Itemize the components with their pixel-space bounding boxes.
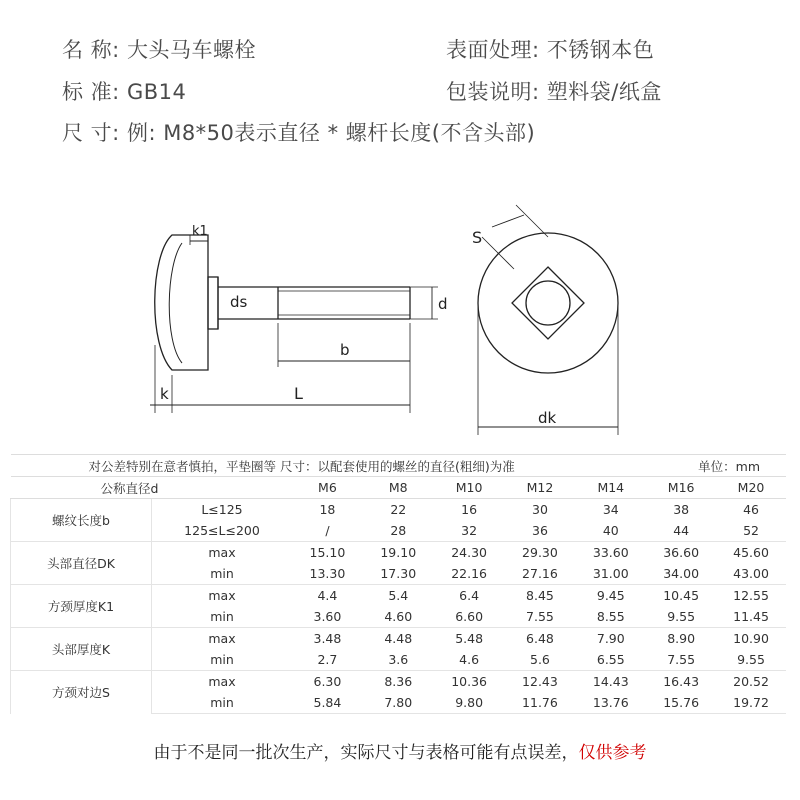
table-cell: 45.60 bbox=[716, 542, 786, 564]
table-cell: 16.43 bbox=[646, 671, 716, 693]
table-unit: 单位：mm bbox=[646, 455, 786, 477]
table-cell: 38 bbox=[646, 499, 716, 521]
table-cell: 19.10 bbox=[363, 542, 434, 564]
table-cell: 5.6 bbox=[530, 652, 550, 667]
table-sub-label: min bbox=[152, 692, 293, 714]
table-sub-label: max bbox=[152, 628, 293, 650]
table-cell: 10.36 bbox=[434, 671, 505, 693]
spec-size-value: 例: M8*50表示直径 * 螺杆长度(不含头部) bbox=[126, 121, 536, 145]
table-cell: 4.4 bbox=[292, 585, 363, 607]
table-sub-label: max bbox=[152, 671, 293, 693]
spec-name bbox=[62, 34, 256, 64]
table-cell: 40 bbox=[602, 523, 619, 538]
table-cell: 6.30 bbox=[292, 671, 363, 693]
table-cell: 36 bbox=[532, 523, 548, 538]
table-row bbox=[11, 542, 787, 564]
table-sub-label: min bbox=[210, 566, 234, 581]
dim-S-label: S bbox=[472, 228, 483, 247]
bolt-top-view bbox=[478, 205, 618, 435]
table-cell: 52 bbox=[743, 523, 759, 538]
table-cell: 3.6 bbox=[388, 652, 409, 667]
table-sub-label: min bbox=[210, 652, 234, 667]
table-cell: 22.16 bbox=[451, 566, 487, 581]
bolt-drawing bbox=[120, 195, 680, 455]
table-sub-label: max bbox=[152, 585, 293, 607]
table-cell: 22 bbox=[363, 499, 434, 521]
footer-text: 由于不是同一批次生产，实际尺寸与表格可能有点误差， bbox=[153, 743, 579, 763]
table-cell: 8.45 bbox=[505, 585, 576, 607]
table-group-label: 头部厚度K bbox=[11, 628, 152, 671]
table-cell: 6.60 bbox=[455, 609, 484, 624]
table-cell: 7.55 bbox=[667, 652, 696, 667]
table-sub-label: max bbox=[152, 542, 293, 564]
table-cell: 3.60 bbox=[313, 609, 342, 624]
table-cell: 29.30 bbox=[505, 542, 576, 564]
table-sub-label: min bbox=[210, 609, 234, 624]
table-cell: 5.84 bbox=[292, 692, 363, 714]
table-cell: 13.30 bbox=[309, 566, 346, 581]
table-cell: 46 bbox=[716, 499, 786, 521]
table-cell: 4.60 bbox=[384, 609, 413, 624]
table-cell: 8.36 bbox=[363, 671, 434, 693]
table-group-label: 头部直径DK bbox=[11, 542, 152, 585]
table-cell: 4.6 bbox=[459, 652, 480, 667]
table-row bbox=[11, 671, 787, 693]
spec-packaging bbox=[446, 76, 662, 106]
table-cell: 30 bbox=[505, 499, 576, 521]
table-cell: 20.52 bbox=[716, 671, 786, 693]
spec-size-key: 尺 寸: bbox=[62, 121, 120, 145]
table-cell: 10.90 bbox=[716, 628, 786, 650]
dim-k1-label: k1 bbox=[192, 224, 208, 239]
table-cell: 17.30 bbox=[380, 566, 417, 581]
table-header-label: 公称直径d bbox=[11, 477, 293, 499]
dimension-table bbox=[10, 454, 786, 714]
dim-L-label: L bbox=[294, 384, 303, 403]
spec-packaging-key: 包装说明: bbox=[446, 80, 540, 104]
table-cell: 10.45 bbox=[646, 585, 716, 607]
footer-note bbox=[0, 738, 800, 763]
table-row bbox=[11, 628, 787, 650]
table-cell: 9.55 bbox=[737, 652, 765, 667]
spec-standard bbox=[62, 76, 186, 106]
spec-size bbox=[62, 117, 535, 147]
table-cell: 14.43 bbox=[575, 671, 646, 693]
table-cell: 27.16 bbox=[522, 566, 558, 581]
table-cell: 4.48 bbox=[363, 628, 434, 650]
table-cell: 13.76 bbox=[575, 692, 646, 714]
spec-surface-key: 表面处理: bbox=[446, 38, 540, 62]
dim-ds-label: ds bbox=[230, 293, 248, 311]
table-cell: 19.72 bbox=[716, 692, 786, 714]
table-cell: 7.55 bbox=[526, 609, 554, 624]
table-cell: 28 bbox=[390, 523, 407, 538]
table-cell: 9.80 bbox=[434, 692, 505, 714]
table-cell: 7.90 bbox=[575, 628, 646, 650]
table-header-size: M10 bbox=[434, 477, 505, 499]
table-cell: 44 bbox=[673, 523, 690, 538]
table-cell: 15.76 bbox=[646, 692, 716, 714]
table-cell: 9.55 bbox=[667, 609, 696, 624]
table-header-size: M6 bbox=[292, 477, 363, 499]
spec-name-key: 名 称: bbox=[62, 38, 120, 62]
table-cell: 6.4 bbox=[434, 585, 505, 607]
dim-k-label: k bbox=[160, 385, 169, 403]
table-cell: 34.00 bbox=[663, 566, 700, 581]
table-row bbox=[11, 499, 787, 521]
table-cell: 2.7 bbox=[317, 652, 338, 667]
table-sub-label: L≤125 bbox=[152, 499, 293, 521]
footer-highlight: 仅供参考 bbox=[578, 743, 647, 763]
table-cell: 5.4 bbox=[363, 585, 434, 607]
table-cell: 11.45 bbox=[733, 609, 769, 624]
spec-standard-key: 标 准: bbox=[62, 80, 120, 104]
table-cell: 18 bbox=[292, 499, 363, 521]
table-header-size: M12 bbox=[505, 477, 576, 499]
table-cell: 9.45 bbox=[575, 585, 646, 607]
spec-packaging-value: 塑料袋/纸盒 bbox=[546, 80, 662, 104]
table-cell: 3.48 bbox=[292, 628, 363, 650]
dim-dk-label: dk bbox=[538, 409, 557, 427]
spec-surface bbox=[446, 34, 654, 64]
table-cell: 15.10 bbox=[292, 542, 363, 564]
table-cell: 16 bbox=[434, 499, 505, 521]
table-cell: 32 bbox=[461, 523, 478, 538]
table-group-label: 方颈对边S bbox=[11, 671, 152, 714]
table-cell: 12.43 bbox=[505, 671, 576, 693]
table-note-row bbox=[11, 455, 787, 477]
table-cell: 8.90 bbox=[646, 628, 716, 650]
table-cell: 12.55 bbox=[716, 585, 786, 607]
spec-name-value: 大头马车螺栓 bbox=[126, 38, 256, 62]
table-group-label: 方颈厚度K1 bbox=[11, 585, 152, 628]
table-header-size: M16 bbox=[646, 477, 716, 499]
table-cell: 11.76 bbox=[505, 692, 576, 714]
table-cell: 24.30 bbox=[434, 542, 505, 564]
table-header-size: M8 bbox=[363, 477, 434, 499]
spec-surface-value: 不锈钢本色 bbox=[546, 38, 655, 62]
table-cell: 5.48 bbox=[434, 628, 505, 650]
table-header-size: M14 bbox=[575, 477, 646, 499]
table-cell: / bbox=[325, 523, 330, 538]
table-cell: 33.60 bbox=[575, 542, 646, 564]
spec-standard-value: GB14 bbox=[126, 80, 187, 104]
table-note: 对公差特别在意者慎拍，平垫圈等 尺寸：以配套使用的螺丝的直径(粗细)为准 bbox=[11, 455, 647, 477]
table-group-label: 螺纹长度b bbox=[11, 499, 152, 542]
table-cell: 8.55 bbox=[596, 609, 625, 624]
table-header-row bbox=[11, 477, 787, 499]
table-sub-label: 125≤L≤200 bbox=[184, 523, 260, 538]
table-cell: 6.48 bbox=[505, 628, 576, 650]
table-cell: 7.80 bbox=[363, 692, 434, 714]
table-cell: 36.60 bbox=[646, 542, 716, 564]
dim-b-label: b bbox=[340, 341, 350, 359]
table-cell: 31.00 bbox=[592, 566, 629, 581]
table-cell: 43.00 bbox=[733, 566, 769, 581]
dim-d-label: d bbox=[438, 295, 448, 313]
table-cell: 6.55 bbox=[596, 652, 625, 667]
table-header-size: M20 bbox=[716, 477, 786, 499]
table-row bbox=[11, 585, 787, 607]
table-cell: 34 bbox=[575, 499, 646, 521]
